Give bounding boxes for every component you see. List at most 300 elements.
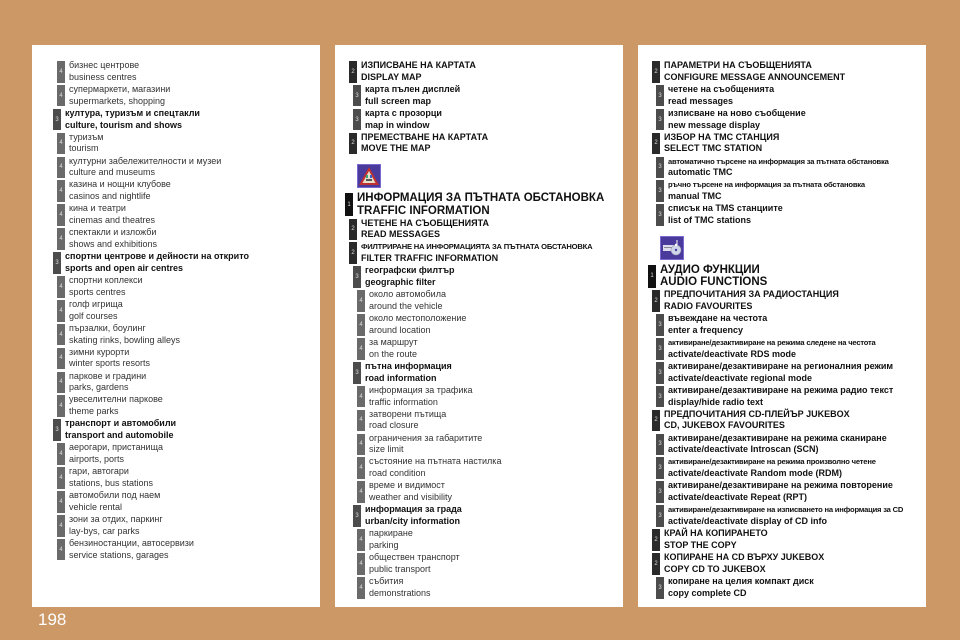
menu-entry-level-3[interactable] <box>353 84 604 108</box>
level-badge: 3 <box>353 266 361 288</box>
menu-entry-level-3[interactable] <box>53 418 249 442</box>
menu-entry-level-2[interactable] <box>652 409 903 433</box>
level-badge: 2 <box>349 219 357 241</box>
entry-label-bulgarian: карта с прозорци <box>365 107 442 118</box>
entry-label-english: activate/deactivate regional mode <box>668 372 813 383</box>
entry-label-english: activate/deactivate Random mode (RDM) <box>668 468 843 479</box>
menu-entry-level-2[interactable] <box>652 132 903 156</box>
entry-text <box>69 371 146 395</box>
level-badge: 3 <box>53 252 61 274</box>
entry-label-english: manual TMC <box>668 191 722 202</box>
entry-label-bulgarian: пързалки, боулинг <box>69 322 146 333</box>
level-badge: 4 <box>57 276 65 298</box>
entry-text <box>369 337 418 361</box>
entry-label-english: read messages <box>668 95 734 106</box>
entry-label-bulgarian: транспорт и автомобили <box>65 418 177 429</box>
entry-label-bulgarian: автоматично търсене на информация за пътната обстановка <box>668 156 889 166</box>
entry-text <box>69 203 155 227</box>
entry-text <box>668 576 814 600</box>
entry-text <box>65 418 176 442</box>
menu-entry-level-2[interactable] <box>349 132 604 156</box>
entry-label-english: winter sports resorts <box>69 358 151 369</box>
page-number: 198 <box>38 610 67 629</box>
entry-label-bulgarian: зони за отдих, паркинг <box>69 513 163 524</box>
entry-label-english: airports, ports <box>69 454 125 465</box>
entry-label-english: business centres <box>69 71 137 82</box>
entry-label-bulgarian: карта пълен дисплей <box>365 83 461 94</box>
menu-entry-level-4[interactable] <box>57 156 249 180</box>
entry-text <box>369 289 446 313</box>
menu-entry-level-3[interactable] <box>656 156 903 180</box>
menu-entry-level-3[interactable] <box>656 108 903 132</box>
level-badge: 3 <box>656 204 664 226</box>
menu-entry-level-4[interactable] <box>57 347 249 371</box>
entry-label-english: copy complete CD <box>668 587 747 598</box>
level-badge: 2 <box>349 242 357 264</box>
entry-label-bulgarian: около местоположение <box>369 313 467 324</box>
level-badge: 3 <box>353 505 361 527</box>
menu-entry-level-4[interactable] <box>357 480 604 504</box>
entry-label-english: road condition <box>369 468 426 479</box>
level-badge: 3 <box>656 434 664 456</box>
menu-entry-level-3[interactable] <box>656 313 903 337</box>
menu-entry-level-4[interactable] <box>357 337 604 361</box>
menu-entry-level-3[interactable] <box>353 504 604 528</box>
entry-label-bulgarian: географски филтър <box>365 265 455 276</box>
menu-column-2 <box>345 60 604 600</box>
entry-text <box>668 156 889 180</box>
entry-text <box>668 504 903 528</box>
level-badge: 4 <box>357 290 365 312</box>
level-badge: 2 <box>652 133 660 155</box>
entry-text <box>69 442 163 466</box>
level-badge: 3 <box>656 457 664 479</box>
entry-label-english: automatic TMC <box>668 167 733 178</box>
entry-label-bulgarian: култура, туризъм и спецтакли <box>65 107 200 118</box>
level-badge: 4 <box>357 314 365 336</box>
entry-label-english: STOP THE COPY <box>664 539 737 550</box>
menu-entry-level-4[interactable] <box>57 132 249 156</box>
entry-label-english: around location <box>369 324 431 335</box>
level-badge: 4 <box>57 324 65 346</box>
menu-entry-level-4[interactable] <box>357 313 604 337</box>
level-badge: 4 <box>57 180 65 202</box>
menu-entry-level-4[interactable] <box>57 203 249 227</box>
entry-label-english: SELECT TMC STATION <box>664 143 763 154</box>
entry-label-english: MOVE THE MAP <box>361 143 431 154</box>
entry-label-bulgarian: ПАРАМЕТРИ НА СЪОБЩЕНИЯТА <box>664 60 812 70</box>
menu-entry-level-4[interactable] <box>57 490 249 514</box>
entry-text <box>365 265 455 289</box>
entry-text <box>69 466 153 490</box>
menu-entry-level-4[interactable] <box>57 442 249 466</box>
entry-label-english: new message display <box>668 119 761 130</box>
entry-label-english: READ MESSAGES <box>361 229 441 240</box>
level-badge: 2 <box>652 410 660 432</box>
entry-label-english: CD, JUKEBOX FAVOURITES <box>664 420 785 431</box>
entry-label-bulgarian: гари, автогари <box>69 466 129 477</box>
menu-entry-level-1[interactable] <box>345 192 604 217</box>
audio-cd-icon <box>660 236 684 260</box>
entry-text <box>369 385 473 409</box>
menu-entry-level-4[interactable] <box>57 60 249 84</box>
level-badge: 4 <box>57 539 65 561</box>
level-badge: 3 <box>656 386 664 408</box>
entry-label-bulgarian: аерогари, пристанища <box>69 442 163 453</box>
level-badge: 3 <box>353 109 361 131</box>
entry-label-english: weather and visibility <box>369 492 453 503</box>
menu-entry-level-4[interactable] <box>57 323 249 347</box>
entry-label-bulgarian: спортни центрове и дейности на открито <box>65 251 249 262</box>
entry-text <box>65 108 200 132</box>
menu-entry-level-3[interactable] <box>53 251 249 275</box>
level-badge: 4 <box>57 133 65 155</box>
entry-label-bulgarian: четене на съобщенията <box>668 83 775 94</box>
entry-label-english: public transport <box>369 563 431 574</box>
entry-label-english: lay-bys, car parks <box>69 525 140 536</box>
entry-label-english: casinos and nightlife <box>69 191 151 202</box>
entry-label-bulgarian: КРАЙ НА КОПИРАНЕТО <box>664 528 768 539</box>
entry-label-english: activate/deactivate Repeat (RPT) <box>668 492 808 503</box>
level-badge: 4 <box>357 457 365 479</box>
entry-text <box>357 192 604 217</box>
menu-entry-level-4[interactable] <box>57 538 249 562</box>
entry-text <box>668 337 876 361</box>
entry-label-bulgarian: активиране/дезактивиране на режима повторение <box>668 480 893 491</box>
entry-label-bulgarian: паркиране <box>369 528 413 539</box>
entry-label-english: shows and exhibitions <box>69 239 158 250</box>
menu-entry-level-4[interactable] <box>357 385 604 409</box>
entry-label-bulgarian: ИНФОРМАЦИЯ ЗА ПЪТНАТА ОБСТАНОВКА <box>357 192 605 205</box>
entry-label-bulgarian: ръчно търсене на информация за пътната обстановка <box>668 180 865 190</box>
entry-text <box>369 433 482 457</box>
menu-entry-level-3[interactable] <box>656 385 903 409</box>
menu-entry-level-3[interactable] <box>656 337 903 361</box>
entry-text <box>69 490 160 514</box>
level-badge: 4 <box>57 467 65 489</box>
entry-text <box>69 323 180 347</box>
menu-entry-level-2[interactable] <box>349 218 604 242</box>
entry-label-english: supermarkets, shopping <box>69 95 166 106</box>
level-badge: 3 <box>656 362 664 384</box>
menu-entry-level-3[interactable] <box>656 84 903 108</box>
entry-label-english: cinemas and theatres <box>69 215 156 226</box>
level-badge: 4 <box>57 443 65 465</box>
menu-entry-level-4[interactable] <box>357 289 604 313</box>
menu-entry-level-4[interactable] <box>57 84 249 108</box>
entry-text <box>69 514 163 538</box>
entry-label-bulgarian: бензиностанции, автосервизи <box>69 537 194 548</box>
entry-text <box>664 552 824 576</box>
menu-entry-level-3[interactable] <box>656 361 903 385</box>
entry-label-english: skating rinks, bowling alleys <box>69 334 181 345</box>
entry-label-english: CONFIGURE MESSAGE ANNOUNCEMENT <box>664 71 846 82</box>
level-badge: 3 <box>656 577 664 599</box>
entry-text <box>69 347 150 371</box>
entry-label-bulgarian: паркове и градини <box>69 370 147 381</box>
entry-label-english: parking <box>369 539 399 550</box>
entry-label-english: road information <box>365 372 437 383</box>
level-badge: 2 <box>349 61 357 83</box>
level-badge: 4 <box>357 410 365 432</box>
level-badge: 3 <box>656 180 664 202</box>
entry-label-bulgarian: информация за трафика <box>369 384 473 395</box>
entry-label-english: theme parks <box>69 406 119 417</box>
menu-entry-level-4[interactable] <box>57 275 249 299</box>
entry-label-english: around the vehicle <box>369 301 443 312</box>
entry-label-bulgarian: затворени пътища <box>369 408 447 419</box>
level-badge: 4 <box>357 338 365 360</box>
menu-entry-level-1[interactable] <box>648 264 903 289</box>
menu-entry-level-4[interactable] <box>57 299 249 323</box>
entry-label-bulgarian: време и видимост <box>369 480 445 491</box>
entry-label-bulgarian: състояние на пътната настилка <box>369 456 502 467</box>
menu-entry-level-4[interactable] <box>357 528 604 552</box>
entry-label-bulgarian: активиране/дезактивиране на изписването на информация за CD <box>668 505 904 515</box>
entry-label-english: FILTER TRAFFIC INFORMATION <box>361 253 499 264</box>
entry-label-english: culture and museums <box>69 167 156 178</box>
entry-label-bulgarian: събития <box>369 575 404 586</box>
menu-entry-level-2[interactable] <box>652 60 903 84</box>
entry-text <box>668 480 893 504</box>
entry-text <box>361 132 488 156</box>
level-badge: 4 <box>357 386 365 408</box>
menu-entry-level-3[interactable] <box>353 108 604 132</box>
entry-label-english: COPY CD TO JUKEBOX <box>664 563 766 574</box>
entry-label-english: golf courses <box>69 310 118 321</box>
entry-label-english: culture, tourism and shows <box>65 119 183 130</box>
entry-text <box>664 528 768 552</box>
entry-text <box>365 504 462 528</box>
menu-entry-level-4[interactable] <box>57 371 249 395</box>
entry-text <box>69 179 171 203</box>
entry-label-english: activate/deactivate RDS mode <box>668 348 797 359</box>
entry-label-bulgarian: автомобили под наем <box>69 490 161 501</box>
entry-text <box>69 394 163 418</box>
entry-label-english: AUDIO FUNCTIONS <box>660 276 768 289</box>
menu-entry-level-2[interactable] <box>652 552 903 576</box>
menu-entry-level-3[interactable] <box>353 361 604 385</box>
entry-label-bulgarian: спектакли и изложби <box>69 227 157 238</box>
entry-text <box>668 433 887 457</box>
level-badge: 4 <box>357 577 365 599</box>
level-badge: 4 <box>57 491 65 513</box>
entry-text <box>69 84 170 108</box>
level-badge: 3 <box>656 505 664 527</box>
level-badge: 3 <box>656 85 664 107</box>
entry-text <box>361 241 592 265</box>
menu-entry-level-3[interactable] <box>53 108 249 132</box>
menu-entry-level-3[interactable] <box>656 456 903 480</box>
entry-text <box>361 60 476 84</box>
level-badge: 4 <box>57 85 65 107</box>
entry-label-bulgarian: КОПИРАНЕ НА CD ВЪРХУ JUKEBOX <box>664 552 825 563</box>
level-badge: 3 <box>53 419 61 441</box>
entry-label-english: parks, gardens <box>69 382 129 393</box>
entry-label-bulgarian: активиране/дезактивиране на режима следене на честота <box>668 338 876 348</box>
entry-label-bulgarian: списък на TMS станциите <box>668 203 783 214</box>
entry-label-bulgarian: туризъм <box>69 131 104 142</box>
entry-label-english: RADIO FAVOURITES <box>664 301 753 312</box>
menu-entry-level-4[interactable] <box>357 576 604 600</box>
entry-label-english: activate/deactivate Introscan (SCN) <box>668 444 819 455</box>
entry-label-bulgarian: ПРЕДПОЧИТАНИЯ ЗА РАДИОСТАНЦИЯ <box>664 289 839 300</box>
level-badge: 4 <box>57 204 65 226</box>
entry-label-bulgarian: ИЗПИСВАНЕ НА КАРТАТА <box>361 60 476 70</box>
entry-text <box>668 203 783 227</box>
level-badge: 4 <box>57 157 65 179</box>
level-badge: 4 <box>357 434 365 456</box>
entry-text <box>69 60 139 84</box>
menu-entry-level-4[interactable] <box>57 394 249 418</box>
entry-label-english: full screen map <box>365 95 432 106</box>
entry-label-bulgarian: културни забележителности и музеи <box>69 155 222 166</box>
level-badge: 4 <box>57 61 65 83</box>
level-badge: 3 <box>353 85 361 107</box>
menu-column-1 <box>53 60 249 562</box>
entry-text <box>369 409 446 433</box>
level-badge: 4 <box>57 228 65 250</box>
level-badge: 3 <box>656 481 664 503</box>
entry-label-english: map in window <box>365 119 430 130</box>
entry-text <box>369 576 431 600</box>
menu-entry-level-4[interactable] <box>357 409 604 433</box>
entry-label-english: transport and automobile <box>65 430 174 441</box>
entry-text <box>69 132 103 156</box>
entry-label-english: TRAFFIC INFORMATION <box>357 204 490 217</box>
entry-label-bulgarian: ПРЕДПОЧИТАНИЯ CD-ПЛЕЙЪР JUKEBOX <box>664 408 850 419</box>
menu-entry-level-3[interactable] <box>656 433 903 457</box>
entry-text <box>668 361 893 385</box>
menu-entry-level-3[interactable] <box>656 179 903 203</box>
menu-entry-level-2[interactable] <box>652 289 903 313</box>
entry-label-bulgarian: изписване на ново съобщение <box>668 107 806 118</box>
entry-label-bulgarian: бизнес центрове <box>69 60 140 70</box>
entry-text <box>668 108 806 132</box>
entry-text <box>668 179 865 203</box>
menu-entry-level-3[interactable] <box>656 504 903 528</box>
menu-entry-level-2[interactable] <box>349 241 604 265</box>
level-badge: 1 <box>345 193 353 216</box>
entry-label-english: list of TMC stations <box>668 215 751 226</box>
level-badge: 4 <box>357 481 365 503</box>
entry-label-bulgarian: въвеждане на честота <box>668 313 768 324</box>
entry-text <box>69 227 157 251</box>
level-badge: 4 <box>57 348 65 370</box>
menu-entry-level-3[interactable] <box>656 576 903 600</box>
entry-text <box>365 361 452 385</box>
level-badge: 4 <box>57 372 65 394</box>
level-badge: 2 <box>652 553 660 575</box>
level-badge: 4 <box>357 529 365 551</box>
entry-label-bulgarian: информация за града <box>365 504 462 515</box>
entry-label-english: demonstrations <box>369 587 431 598</box>
entry-label-english: urban/city information <box>365 516 461 527</box>
level-badge: 2 <box>652 61 660 83</box>
menu-entry-level-4[interactable] <box>57 466 249 490</box>
entry-label-bulgarian: пътна информация <box>365 360 452 371</box>
entry-label-english: traffic information <box>369 396 438 407</box>
entry-text <box>664 289 839 313</box>
entry-label-bulgarian: за маршрут <box>369 337 418 348</box>
level-badge: 4 <box>57 395 65 417</box>
entry-label-english: geographic filter <box>365 277 436 288</box>
menu-entry-level-4[interactable] <box>57 514 249 538</box>
menu-entry-level-2[interactable] <box>652 528 903 552</box>
entry-label-bulgarian: казина и нощни клубове <box>69 179 171 190</box>
entry-label-bulgarian: около автомобила <box>369 289 446 300</box>
menu-entry-level-3[interactable] <box>353 265 604 289</box>
level-badge: 3 <box>656 314 664 336</box>
entry-text <box>668 84 774 108</box>
menu-entry-level-4[interactable] <box>357 552 604 576</box>
entry-text <box>668 313 767 337</box>
level-badge: 4 <box>57 515 65 537</box>
entry-label-bulgarian: активиране/дезактивиране на режима сканиране <box>668 432 887 443</box>
entry-label-english: road closure <box>369 420 419 431</box>
entry-label-english: sports and open air centres <box>65 262 184 273</box>
level-badge: 3 <box>656 157 664 179</box>
entry-label-english: stations, bus stations <box>69 477 154 488</box>
entry-text <box>369 480 452 504</box>
entry-text <box>365 108 442 132</box>
entry-text <box>365 84 460 108</box>
entry-label-english: tourism <box>69 143 99 154</box>
level-badge: 2 <box>652 529 660 551</box>
entry-label-bulgarian: копиране на целия компакт диск <box>668 575 814 586</box>
entry-text <box>361 218 489 242</box>
entry-label-bulgarian: активиране/дезактивиране на регионалния режим <box>668 360 894 371</box>
level-badge: 2 <box>652 290 660 312</box>
entry-label-bulgarian: зимни курорти <box>69 346 130 357</box>
menu-entry-level-2[interactable] <box>349 60 604 84</box>
level-badge: 3 <box>53 109 61 131</box>
entry-label-english: enter a frequency <box>668 324 744 335</box>
entry-text <box>369 456 501 480</box>
menu-entry-level-3[interactable] <box>656 480 903 504</box>
menu-column-3 <box>648 60 903 600</box>
menu-entry-level-4[interactable] <box>357 456 604 480</box>
entry-text <box>369 313 466 337</box>
level-badge: 2 <box>349 133 357 155</box>
menu-entry-level-4[interactable] <box>57 227 249 251</box>
entry-text <box>664 132 779 156</box>
entry-text <box>664 409 850 433</box>
traffic-warning-icon <box>357 164 381 188</box>
entry-text <box>664 60 845 84</box>
menu-entry-level-4[interactable] <box>357 433 604 457</box>
entry-label-bulgarian: обществен транспорт <box>369 552 460 563</box>
entry-label-english: sports centres <box>69 286 126 297</box>
entry-label-bulgarian: супермаркети, магазини <box>69 83 171 94</box>
level-badge: 3 <box>656 109 664 131</box>
entry-label-bulgarian: ограничения за габаритите <box>369 432 483 443</box>
entry-text <box>69 538 194 562</box>
level-badge: 1 <box>648 265 656 288</box>
entry-text <box>660 264 767 289</box>
entry-label-english: service stations, garages <box>69 549 169 560</box>
entry-text <box>668 385 893 409</box>
entry-text <box>668 456 876 480</box>
entry-label-english: vehicle rental <box>69 501 123 512</box>
entry-text <box>65 251 249 275</box>
menu-entry-level-4[interactable] <box>57 179 249 203</box>
entry-label-english: size limit <box>369 444 404 455</box>
level-badge: 3 <box>353 362 361 384</box>
menu-entry-level-3[interactable] <box>656 203 903 227</box>
entry-label-bulgarian: голф игрища <box>69 298 123 309</box>
entry-text <box>369 528 413 552</box>
